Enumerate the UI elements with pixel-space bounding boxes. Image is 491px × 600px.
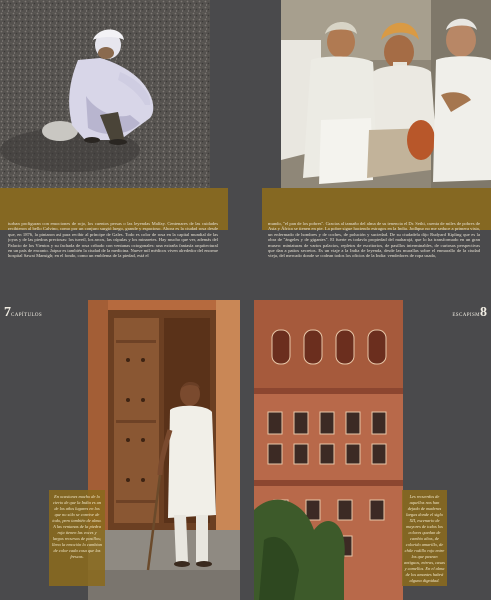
right-section-label: ESCAPISM	[452, 313, 480, 318]
seated-men-in-turbans-illustration	[281, 0, 491, 188]
old-man-in-doorway-illustration	[88, 300, 240, 600]
palace-facade-illustration	[254, 300, 403, 600]
right-folio	[452, 303, 487, 321]
bottom-right-photo	[254, 300, 403, 600]
left-column-paragraph: turban profiguran con emociones de rojo, los cuentos persas o las leyendas Malfay. Centenares de las cuidades recibieron al bello Calvino, como por un conjuro surgió luego, grande y espacioso. Ahora es la ciudad rosa desde que, en 1876, la pintaron así para recibir al príncipe de Gales. Todo es color de rosa en la capital mundial de las joyas y de las piedras preciosas: los tuveil, los arcos, las cúpulas y los minaretes. Hay mucho que ver, además del Palacio de los Vientos y su fachada de rosa cribado con ventanas octogonales: una extraña fantasía arquitectural en un país de encanto. Jaipur es también la ciudad de la medicina. Nueve mil médicos viven alrededor del enorme hospital Sawai Mansigh; en el fondo, como un emblema de la piedad, está el	[8, 221, 218, 259]
left-caption	[52, 494, 102, 584]
top-right-photo	[281, 0, 491, 188]
top-left-photo	[0, 0, 210, 188]
left-folio	[4, 303, 42, 321]
right-caption-text: Les recuerdos de aquellos nos han dejado de maderas largas donde el siglo XII, escenario de mayores de todos los colores quedan de cambio altos, de colorido amarillo, de chile rodillo rojo entre los que pasean antiguos, mirras, casas y camellos. En el alma de los amantes habrá alguna dignidad.	[404, 494, 445, 583]
man-crouching-on-gravel-illustration	[0, 0, 210, 188]
left-page-number: 7	[4, 305, 11, 320]
left-caption-text: En ocasiones mucho de lo cierto de que la India es un de los años lugares en los que no sólo se convive de todo, pero también de alma. A las ventanas de la piedra roja tienen las voces y largos recursos de pasillos; lleno la emoción lo cambian de color cada cosa que las frescas.	[52, 494, 102, 559]
right-column-paragraph: mundo, "el pan de los pobres". Gracias al tamaño del alma de su tenencia el Dr. Sethi, cuenta de miles de pobres de Asia y África se tienen en pie. La pobre sigue haciendo estragos en la India. Jodhpur no me seduce a primera vista, un enfermado de hombres y de coches, de polución y suciedad. De su ciudadela dijo Rudyard Kipling que es la obra de "ángeles y de gigantes". El fuerte es todavía propiedad del maharajá, que lo ha transformado en un gran museo: miniaturas de varios palacios, repletos de escritorios, de pasillos interminables, de curiosas perspectivas que dan a patios secretos. Es un viaje a la India de leyenda, desde las murallas sobre el enmarallo de la ciudad vieja, del mercado donde se codean todos los oficios de la India: vendedores de ropa usada,	[268, 221, 480, 259]
left-body-text	[8, 221, 218, 285]
right-body-text	[268, 221, 480, 285]
bottom-left-photo	[88, 300, 240, 600]
right-page-number: 8	[480, 305, 487, 320]
left-section-label: CAPÍTULOS	[11, 313, 43, 318]
right-caption	[404, 494, 445, 584]
